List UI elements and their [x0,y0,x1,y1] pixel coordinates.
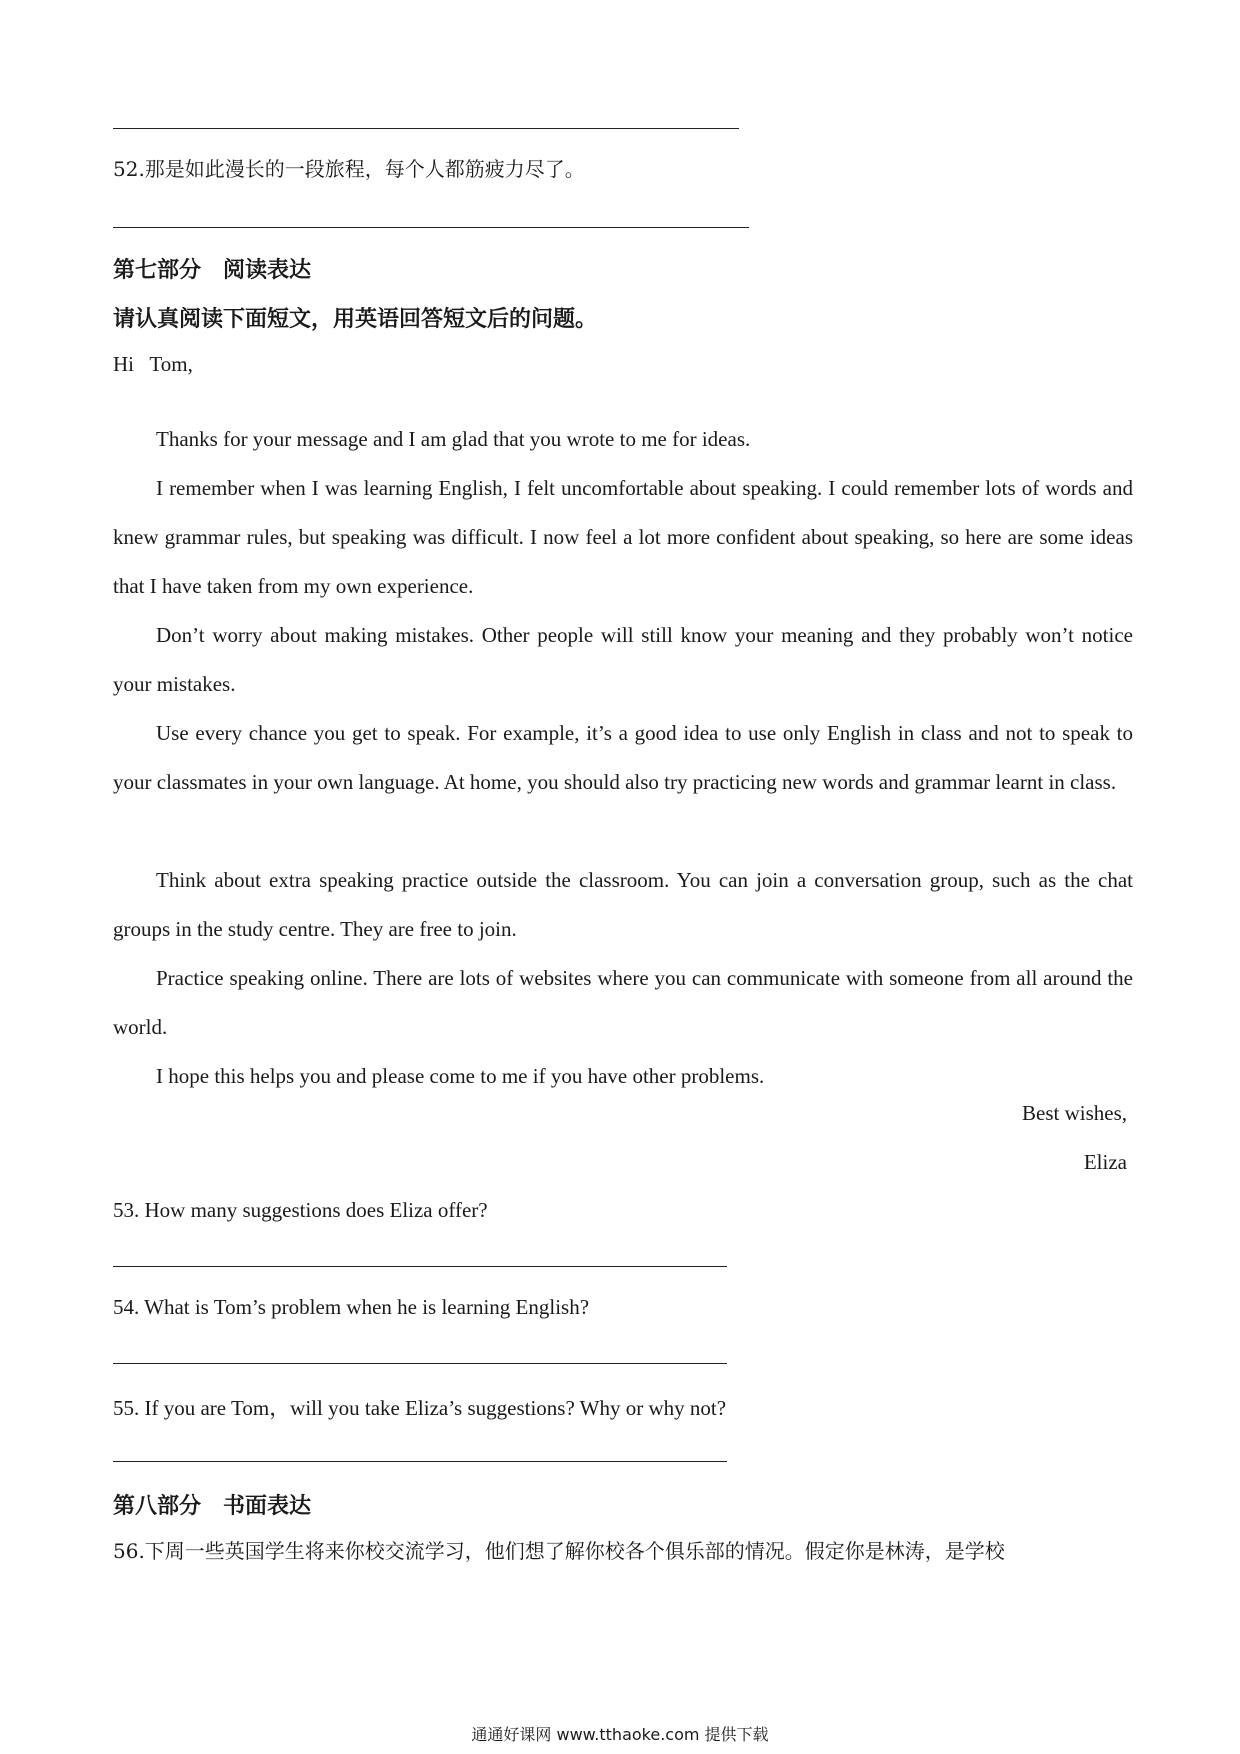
letter-paragraph-2: I remember when I was learning English, I felt uncomfortable about speaking. I could remember lots of words and knew grammar rules, but speaking was difficult. I now feel a lot more confident about speaking, so here are some ideas that I have taken from my own experience. [113,476,1133,598]
question-56: 56.下周一些英国学生将来你校交流学习，他们想了解你校各个俱乐部的情况。假定你是林涛，是学校 [113,1539,1005,1563]
letter-paragraph-6: Practice speaking online. There are lots of websites where you can communicate with someone from all around the world. [113,966,1133,1039]
part7-heading: 第七部分 阅读表达 [113,258,312,283]
letter-signature: Eliza [1083,1150,1127,1174]
letter-paragraph-7: I hope this helps you and please come to me if you have other problems. [156,1064,765,1088]
letter-paragraph-1: Thanks for your message and I am glad that you wrote to me for ideas. [156,427,751,451]
letter-paragraph-5: Think about extra speaking practice outside the classroom. You can join a conversation group, such as the chat groups in the study centre. They are free to join. [113,868,1133,941]
letter-salutation: Hi Tom, [113,352,193,376]
question-55: 55. If you are Tom，will you take Eliza’s suggestions? Why or why not? [113,1396,727,1420]
question-52: 52.那是如此漫长的一段旅程，每个人都筋疲力尽了。 [113,157,585,181]
part8-heading: 第八部分 书面表达 [113,1494,312,1519]
letter-paragraph-3: Don’t worry about making mistakes. Other people will still know your meaning and they probably won’t notice your mistakes. [113,623,1133,696]
answer-line-52 [113,227,749,228]
page-footer: 通通好课网 www.tthaoke.com 提供下载 [471,1725,769,1744]
answer-line-53 [113,1266,727,1267]
question-54: 54. What is Tom’s problem when he is learning English? [113,1295,590,1319]
letter-paragraph-4: Use every chance you get to speak. For example, it’s a good idea to use only English in class and not to speak to your classmates in your own language. At home, you should also try practicing new words and grammar learnt in class. [113,721,1133,794]
letter-closing: Best wishes, [1022,1101,1127,1125]
answer-line-51 [113,128,739,129]
answer-line-55 [113,1461,727,1462]
part7-instruction: 请认真阅读下面短文，用英语回答短文后的问题。 [113,307,598,332]
answer-line-54 [113,1363,727,1364]
question-53: 53. How many suggestions does Eliza offer? [113,1198,488,1222]
